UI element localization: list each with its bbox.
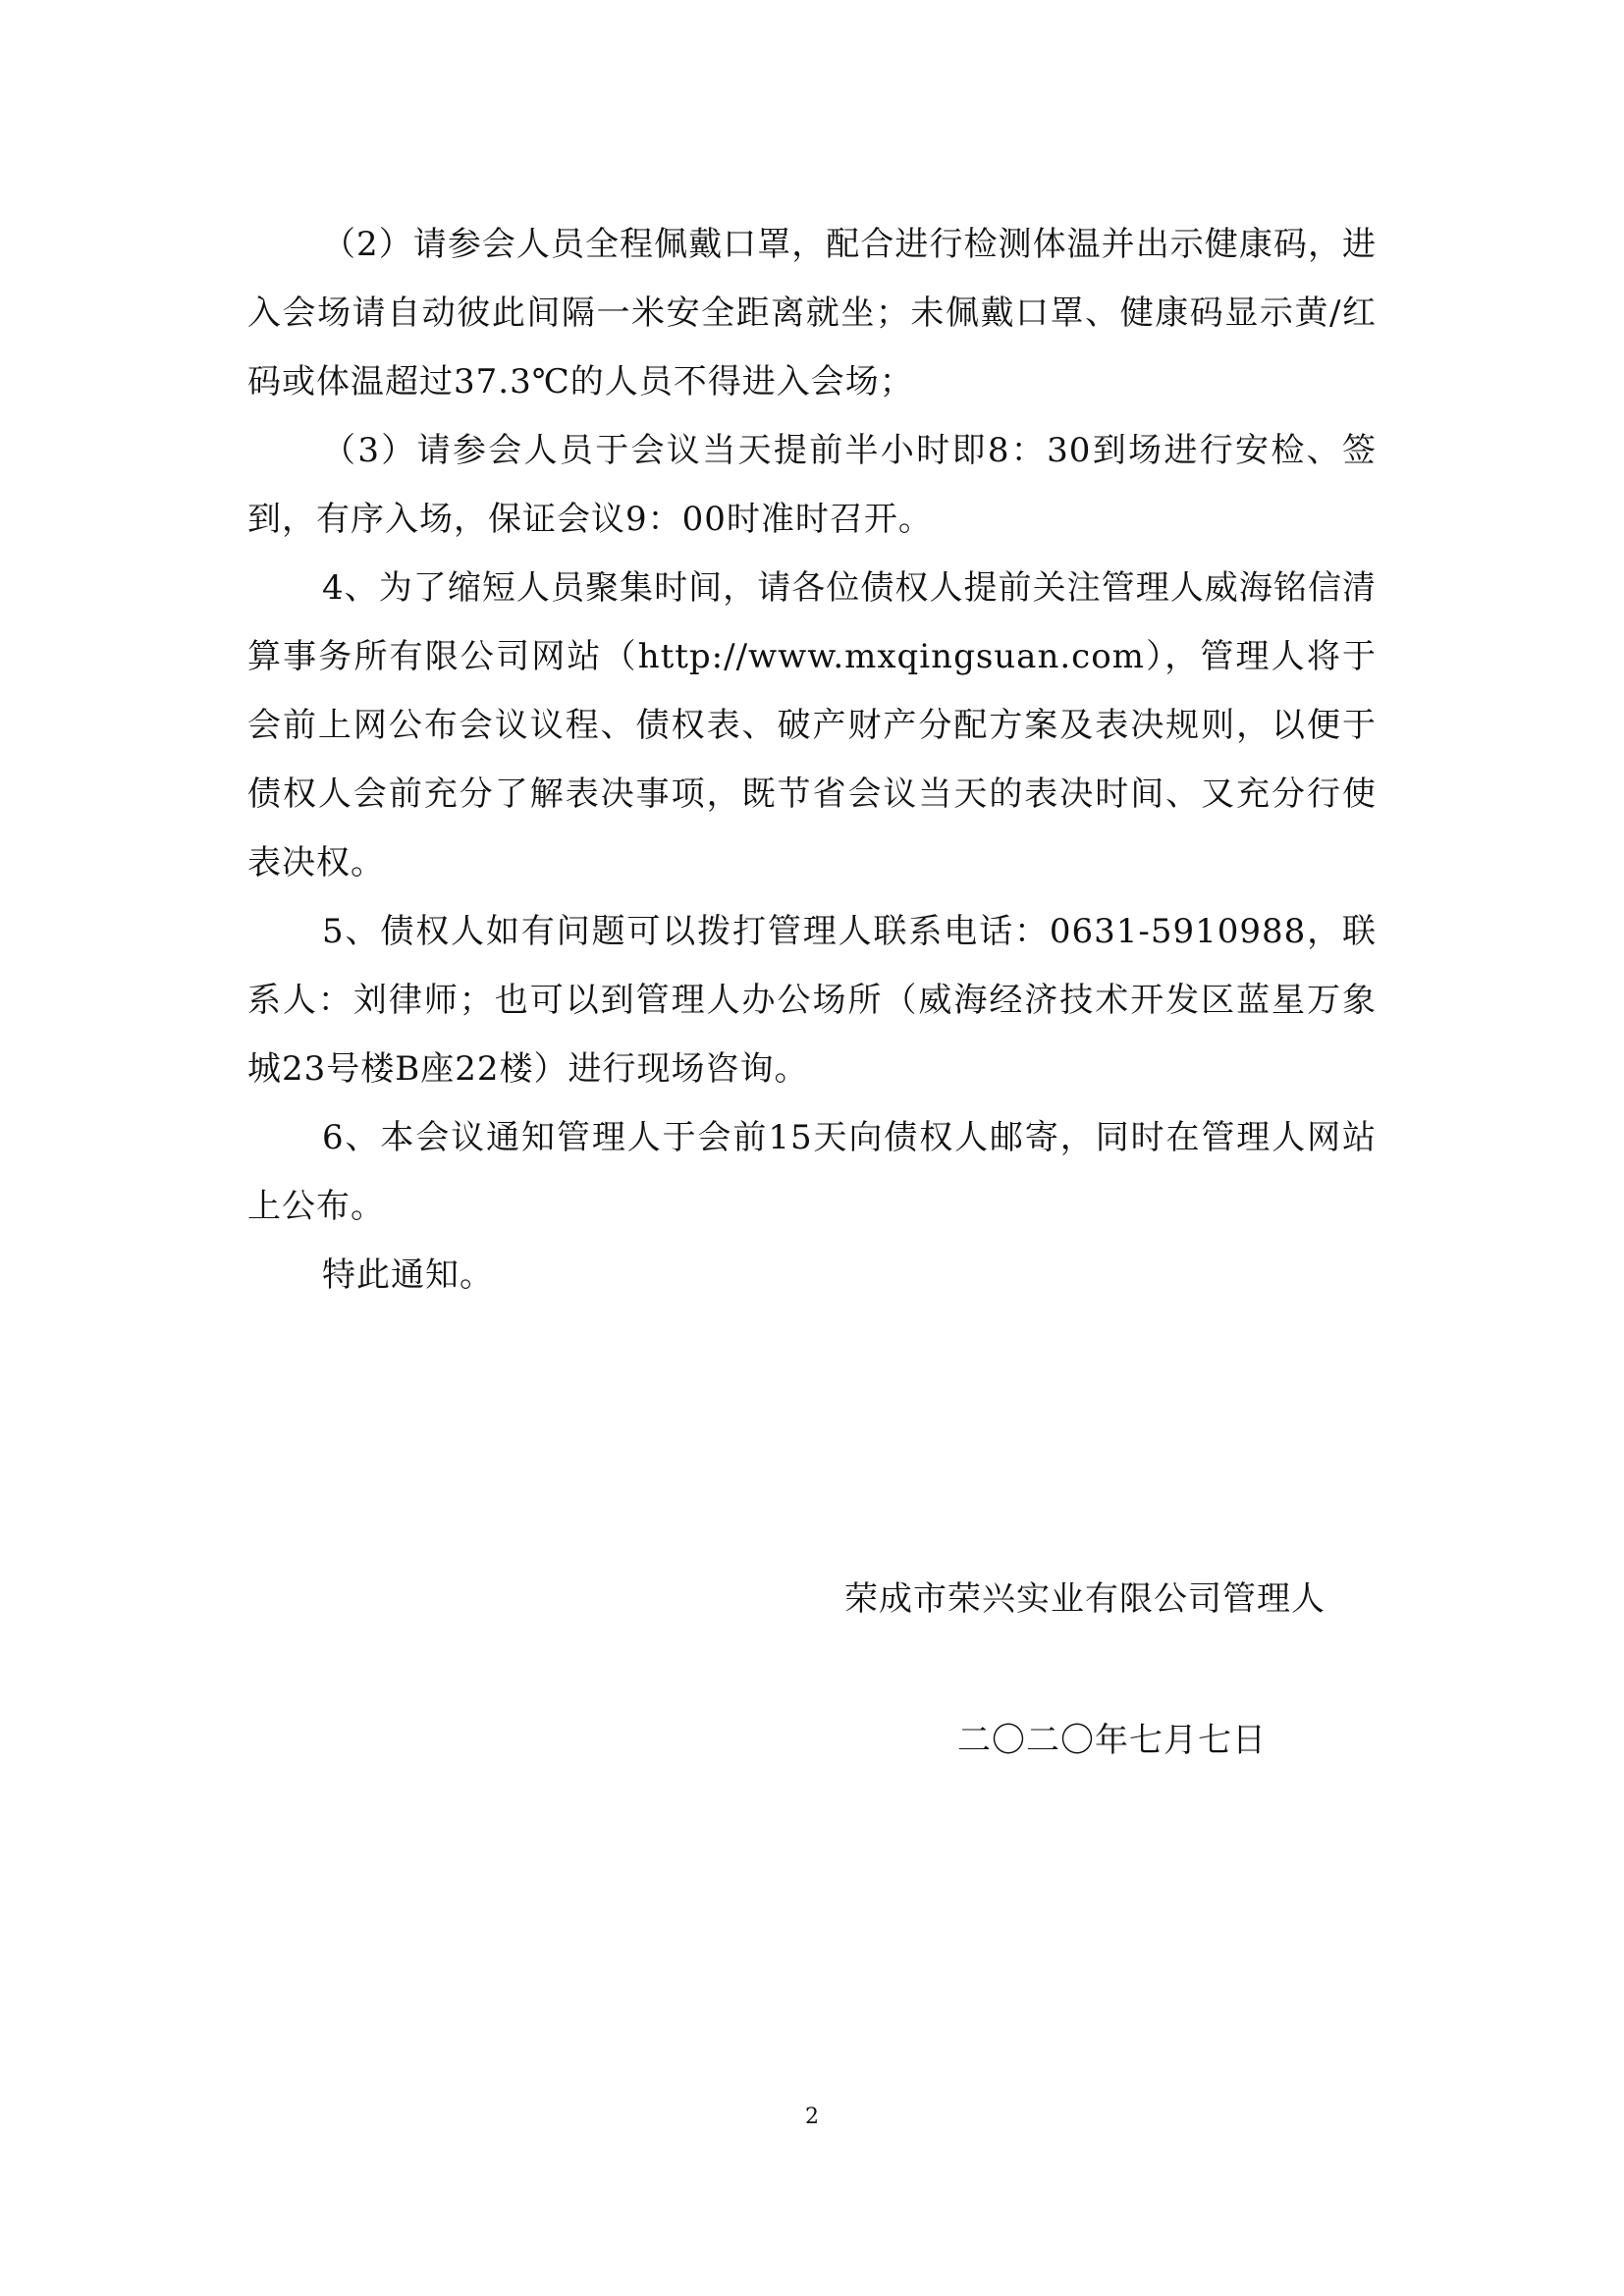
notice-body (247, 210, 1377, 1309)
paragraph-mask-and-health-code: （2）请参会人员全程佩戴口罩，配合进行检测体温并出示健康码，进入会场请自动彼此间隔一米安全距离就坐；未佩戴口罩、健康码显示黄/红码或体温超过37.3℃的人员不得进入会场； (247, 225, 1377, 401)
paragraph-website-notice: 4、为了缩短人员聚集时间，请各位债权人提前关注管理人威海铭信清算事务所有限公司网站（http://www.mxqingsuan.com），管理人将于会前上网公布会议议程、债权表、破产财产分配方案及表决规则，以便于债权人会前充分了解表决事项，既节省会议当天的表决时间、又充分行使表决权。 (247, 568, 1377, 882)
paragraph-closing: 特此通知。 (322, 1255, 494, 1295)
signature-date: 二〇二〇年七月七日 (957, 1721, 1267, 1760)
signature-organization: 荣成市荣兴实业有限公司管理人 (844, 1579, 1326, 1619)
paragraph-mailing-notice: 6、本会议通知管理人于会前15天向债权人邮寄，同时在管理人网站上公布。 (247, 1118, 1377, 1226)
paragraph-arrival-time: （3）请参会人员于会议当天提前半小时即8：30到场进行安检、签到，有序入场，保证会议9：00时准时召开。 (247, 431, 1377, 539)
page-number: 2 (805, 2105, 819, 2129)
paragraph-contact-info: 5、债权人如有问题可以拨打管理人联系电话：0631-5910988，联系人：刘律师；也可以到管理人办公场所（威海经济技术开发区蓝星万象城23号楼B座22楼）进行现场咨询。 (247, 912, 1377, 1089)
